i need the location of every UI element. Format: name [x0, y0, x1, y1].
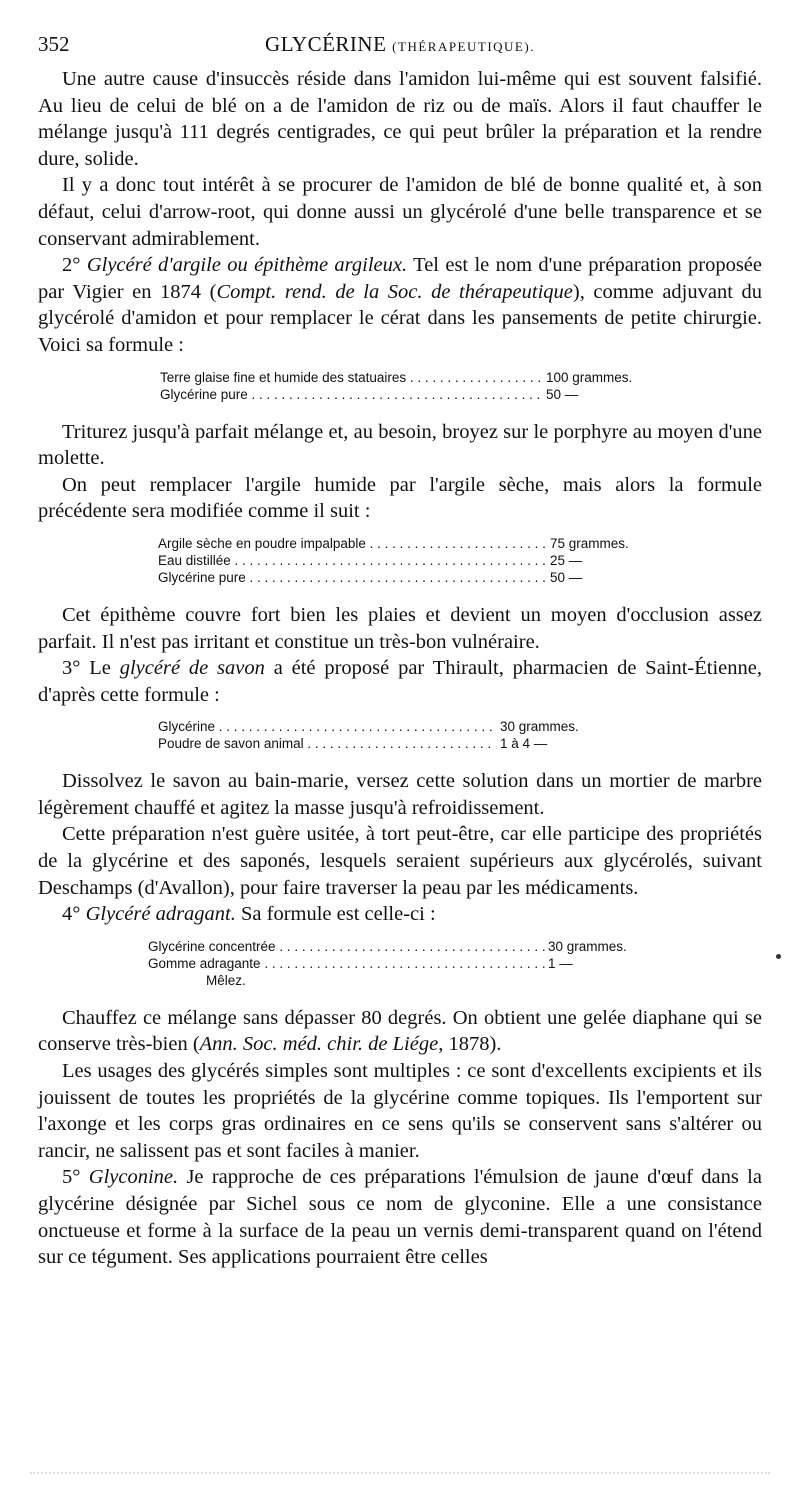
paragraph-text: Chauffez ce mélange sans dépasser 80 degrés. On obtient une gelée diaphane qui se conserve très-bien ( — [38, 1006, 762, 1056]
ingredient-quantity: 50 — — [546, 386, 579, 402]
citation: Compt. rend. de la Soc. de thérapeutique — [216, 280, 573, 303]
ingredient-quantity: 30 grammes. — [548, 938, 627, 954]
section-title: Glyconine. — [88, 1166, 179, 1189]
formula-argile-humide — [160, 369, 762, 403]
formula-argile-seche — [158, 535, 762, 586]
ingredient-quantity: 50 — — [550, 569, 583, 585]
section-number: 4° — [62, 903, 86, 926]
formula-row — [160, 386, 762, 403]
ingredient-name: Glycérine . . . — [158, 718, 496, 735]
bleed-through-noise — [30, 1472, 770, 1482]
paragraph: Une autre cause d'insuccès réside dans l'amidon lui-même qui est souvent falsifié. Au lieu de celui de blé on a de l'amidon de riz ou de maïs. Alors il faut chauffer le mélange jusqu'à 111 degrés centigrades, ce qui peut brûler la préparation et la rendre dure, solide. — [38, 68, 762, 170]
paragraph: Dissolvez le savon au bain-marie, versez cette solution dans un mortier de marbre légèrement chauffé et agitez la masse jusqu'à refroidissement. — [38, 770, 762, 819]
ingredient-quantity: 25 — — [550, 552, 583, 568]
ingredient-name: Argile sèche en poudre impalpable . . . — [158, 535, 548, 552]
formula-adragant — [148, 938, 762, 989]
running-title-main: GLYCÉRINE — [265, 32, 387, 56]
section-number: 3° Le — [62, 657, 120, 680]
ingredient-quantity: 100 grammes. — [546, 369, 633, 385]
running-title — [38, 32, 762, 57]
formula-row — [158, 569, 762, 586]
paragraph-text: , 1878). — [438, 1033, 502, 1056]
running-title-sub: (THÉRAPEUTIQUE). — [392, 39, 535, 54]
formula-row — [148, 938, 762, 955]
ingredient-name: Poudre de savon animal . . . — [158, 735, 496, 752]
page-number: 352 — [38, 32, 70, 56]
margin-mark — [776, 954, 781, 959]
ingredient-name: Glycérine pure . . . — [160, 386, 544, 403]
paragraph-text: a été proposé par Thirault, pharmacien de Saint-Étienne, d'après cette formule : — [38, 657, 762, 706]
paragraph: Cet épithème couvre fort bien les plaies et devient un moyen d'occlusion assez parfait. Il n'est pas irritant et constitue un très-bon vulnéraire. — [38, 603, 762, 653]
paragraph: Cette préparation n'est guère usitée, à tort peut-être, car elle participe des propriétés de la glycérine et des saponés, lesquels seraient supérieurs aux glycérolés, suivant Deschamps (d'Avallon), pour faire traverser la peau par les médicaments. — [38, 823, 762, 899]
paragraph-text: Sa formule est celle-ci : — [235, 903, 436, 926]
formula-row — [158, 535, 762, 552]
ingredient-quantity: 1 — — [548, 955, 573, 971]
paragraph-text: Je rapproche de ces préparations l'émulsion de jaune d'œuf dans la glycérine désignée par Sichel sous ce nom de glyconine. Elle a une consistance onctueuse et forme à la surface de la peau un vernis demi-transparent quand on l'étend sur ce tégument. Ses applications pourraient être celles — [38, 1166, 762, 1269]
running-header — [38, 32, 762, 62]
ingredient-name: Terre glaise fine et humide des statuaires . . . — [160, 369, 544, 386]
paragraph — [38, 1005, 762, 1058]
section-title: Glycéré adragant. — [85, 903, 236, 926]
formula-row — [158, 718, 762, 735]
formula-instruction: Mêlez. — [206, 972, 246, 988]
section-glycere-savon — [38, 655, 762, 708]
section-title: glycéré de savon — [119, 657, 265, 680]
ingredient-quantity: 75 grammes. — [550, 535, 629, 551]
body-text — [38, 66, 762, 1271]
section-glyconine — [38, 1164, 762, 1270]
paragraph: Il y a donc tout intérêt à se procurer de l'amidon de blé de bonne qualité et, à son défaut, celui d'arrow-root, qui donne aussi un glycérolé d'une belle transparence et se conservant admirablement. — [38, 174, 762, 250]
ingredient-name: Eau distillée . . . — [158, 552, 548, 569]
formula-row — [160, 369, 762, 386]
paragraph: Triturez jusqu'à parfait mélange et, au besoin, broyez sur le porphyre au moyen d'une molette. — [38, 420, 762, 470]
section-glycere-adragant — [38, 901, 762, 928]
formula-row — [148, 955, 762, 972]
paragraph: Les usages des glycérés simples sont multiples : ce sont d'excellents excipients et ils jouissent de toutes les propriétés de la glycérine comme topiques. Ils l'emportent sur l'axonge et les corps gras ordinaires en ce sens qu'ils se conservent sans s'altérer ou rancir, ne salissent pas et sont faciles à manier. — [38, 1060, 762, 1162]
section-title: Glycéré d'argile ou épithème argileux. — [86, 254, 408, 277]
ingredient-quantity: 30 grammes. — [500, 719, 579, 735]
ingredient-name: Glycérine concentrée . . . — [148, 938, 546, 955]
section-number: 2° — [62, 254, 87, 277]
section-glycere-argile — [38, 252, 762, 358]
ingredient-name: Gomme adragante . . . — [148, 955, 546, 972]
paragraph-text: Tel est le nom d'une préparation proposée par Vigier en 1874 ( — [38, 254, 763, 303]
citation: Ann. Soc. méd. chir. de Liége — [199, 1033, 439, 1056]
paragraph: On peut remplacer l'argile humide par l'argile sèche, mais alors la formule précédente sera modifiée comme il suit : — [38, 473, 762, 523]
ingredient-quantity: 1 à 4 — — [500, 736, 548, 752]
formula-row — [158, 735, 762, 752]
formula-row — [158, 552, 762, 569]
formula-savon — [158, 718, 762, 752]
ingredient-name: Glycérine pure . . . — [158, 569, 548, 586]
section-number: 5° — [62, 1166, 89, 1189]
paragraph-text: ), comme adjuvant du glycérolé d'amidon et pour remplacer le cérat dans les pansements de petite chirurgie. Voici sa formule : — [38, 280, 762, 356]
